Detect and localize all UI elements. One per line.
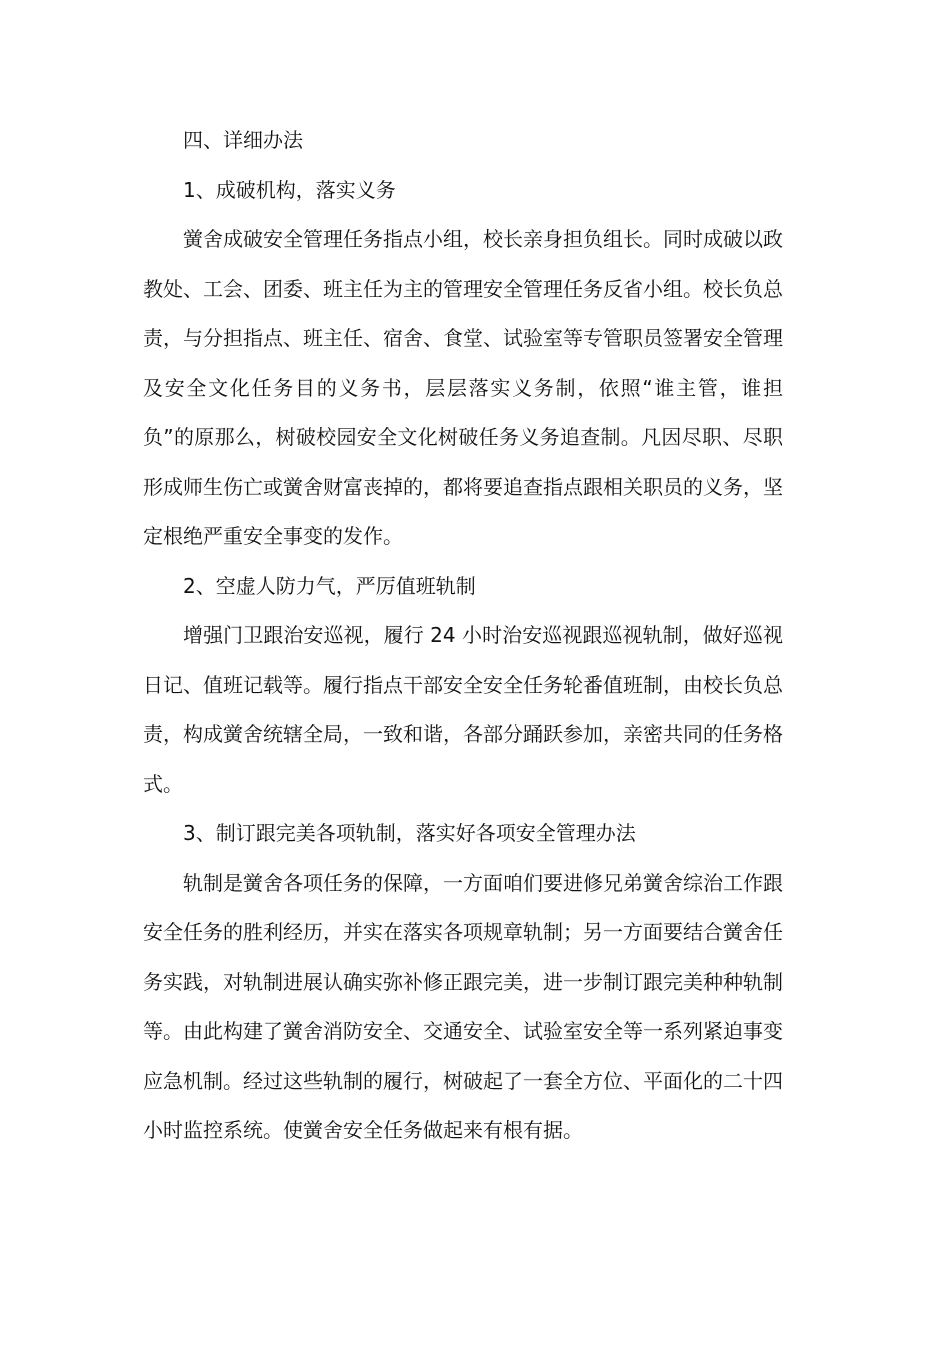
item1-title: 1、成破机构，落实义务 [183,177,396,202]
item1-paragraph: 黉舍成破安全管理任务指点小组，校长亲身担负组长。同时成破以政教处、工会、团委、班主任为主的管理安全管理任务反省小组。校长负总责，与分担指点、班主任、宿舍、食堂、试验室等专管职员签署安全管理及安全文化任务目的义务书，层层落实义务制，依照“谁主管，谁担负”的原那么，树破校园安全文化树破任务义务追查制。凡因尽职、尽职形成师生伤亡或黉舍财富丧掉的，都将要追查指点跟相关职员的义务，坚定根绝严重安全事变的发作。 [143,227,783,548]
item3-title: 3、制订跟完美各项轨制，落实好各项安全管理办法 [183,821,636,845]
item2-paragraph: 增强门卫跟治安巡视，履行 24 小时治安巡视跟巡视轨制，做好巡视日记、值班记载等。履行指点干部安全安全任务轮番值班制，由校长负总责，构成黉舍统辖全局，一致和谐，各部分踊跃参加，亲密共同的任务格式。 [143,623,783,796]
document-body [143,116,783,1156]
item3-paragraph: 轨制是黉舍各项任务的保障，一方面咱们要进修兄弟黉舍综治工作跟安全任务的胜利经历，并实在落实各项规章轨制；另一方面要结合黉舍任务实践，对轨制进展认确实弥补修正跟完美，进一步制订跟完美种种轨制等。由此构建了黉舍消防安全、交通安全、试验室安全等一系列紧迫事变应急机制。经过这些轨制的履行，树破起了一套全方位、平面化的二十四小时监控系统。使黉舍安全任务做起来有根有据。 [143,870,783,1142]
item2-title: 2、空虚人防力气，严厉值班轨制 [183,573,476,598]
section-heading: 四、详细办法 [183,128,303,152]
